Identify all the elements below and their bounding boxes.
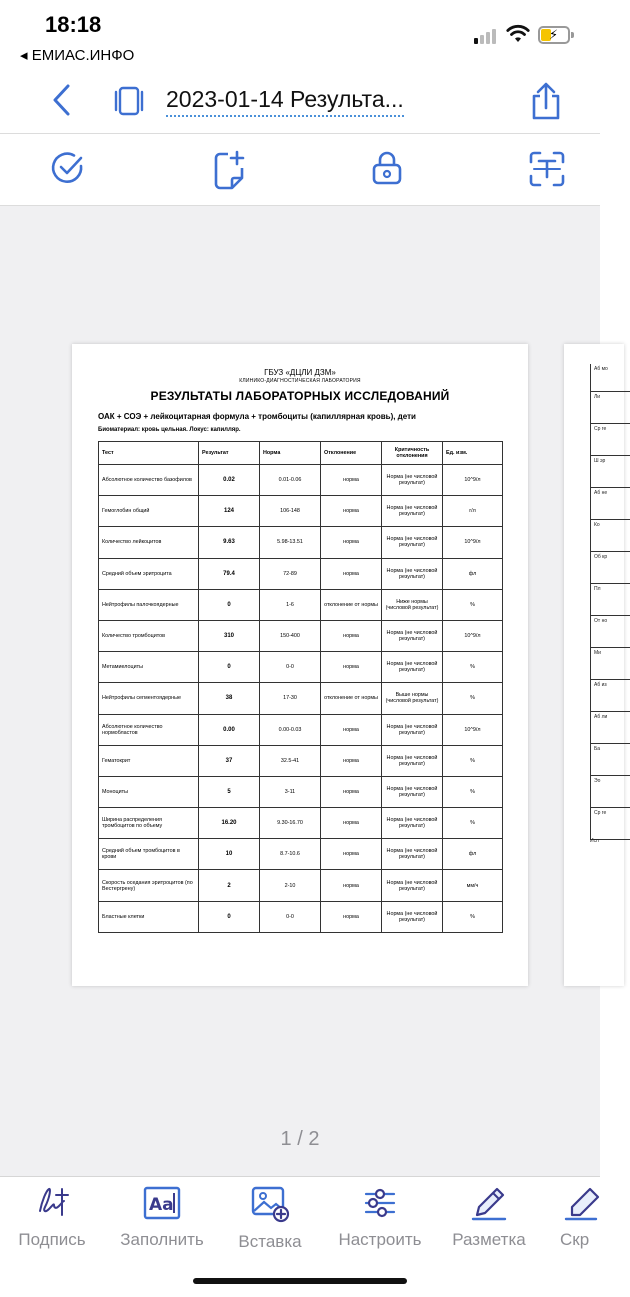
table-row [99, 870, 503, 901]
cell-norm: 72-89 [260, 558, 321, 589]
cell-test: Количество тромбоцитов [99, 620, 199, 651]
cell-result: 0 [199, 589, 260, 620]
cell-unit: 10^9/л [443, 620, 503, 651]
cell-criticality: Норма (не числовой результат) [382, 870, 443, 901]
cell-deviation: норма [321, 527, 382, 558]
cell-deviation: норма [321, 652, 382, 683]
cell-test: Гематокрит [99, 745, 199, 776]
page2-row-fragment: Эо [591, 776, 630, 808]
cell-result: 124 [199, 496, 260, 527]
cell-unit: % [443, 589, 503, 620]
document-pages-icon[interactable] [112, 86, 146, 116]
cell-norm: 0.01-0.06 [260, 465, 321, 496]
table-row [99, 714, 503, 745]
cell-criticality: Норма (не числовой результат) [382, 558, 443, 589]
cell-unit: 10^9/л [443, 465, 503, 496]
hide-button[interactable] [560, 1185, 620, 1250]
scan-text-icon[interactable] [528, 150, 566, 188]
cell-deviation: норма [321, 496, 382, 527]
cell-deviation: норма [321, 620, 382, 651]
cell-unit: 10^9/л [443, 714, 503, 745]
signature-button[interactable] [8, 1185, 96, 1250]
cell-criticality: Норма (не числовой результат) [382, 901, 443, 932]
cell-criticality: Норма (не числовой результат) [382, 776, 443, 807]
table-row [99, 776, 503, 807]
cell-criticality: Норма (не числовой результат) [382, 714, 443, 745]
table-row [99, 839, 503, 870]
table-row [99, 808, 503, 839]
cell-norm: 1-6 [260, 589, 321, 620]
page2-row-fragment: Аб ли [591, 712, 630, 744]
cell-deviation: норма [321, 776, 382, 807]
page2-row-fragment: Ср ге [591, 424, 630, 456]
cell-criticality: Норма (не числовой результат) [382, 496, 443, 527]
home-indicator [193, 1278, 407, 1284]
fill-label: Заполнить [120, 1230, 204, 1249]
markup-button[interactable] [444, 1185, 534, 1250]
cell-norm: 0.00-0.03 [260, 714, 321, 745]
cell-deviation: норма [321, 901, 382, 932]
table-row [99, 558, 503, 589]
signature-icon [32, 1185, 72, 1221]
cell-deviation: норма [321, 808, 382, 839]
cell-test: Нейтрофилы палочкоядерные [99, 589, 199, 620]
cell-test: Нейтрофилы сегментоядерные [99, 683, 199, 714]
cell-test: Метамиелоциты [99, 652, 199, 683]
page2-row-fragment: Аб не [591, 488, 630, 520]
adjust-label: Настроить [338, 1230, 422, 1249]
page2-row-fragment: Ли [591, 392, 630, 424]
share-icon[interactable] [528, 82, 564, 122]
cell-test: Средний объем эритроцита [99, 558, 199, 589]
cell-norm: 3-11 [260, 776, 321, 807]
cell-result: 0 [199, 652, 260, 683]
status-time: 18:18 [45, 12, 102, 37]
cell-deviation: норма [321, 870, 382, 901]
cell-norm: 17-30 [260, 683, 321, 714]
cell-test: Моноциты [99, 776, 199, 807]
cell-test: Средний объем тромбоцитов в крови [99, 839, 199, 870]
cell-unit: % [443, 776, 503, 807]
cell-unit: мм/ч [443, 870, 503, 901]
cell-deviation: норма [321, 714, 382, 745]
table-row [99, 589, 503, 620]
document-title[interactable]: 2023-01-14 Результа... [166, 86, 404, 117]
table-row [99, 620, 503, 651]
markup-label: Разметка [452, 1230, 526, 1249]
page2-row-fragment: Ко [591, 520, 630, 552]
cell-unit: г/л [443, 496, 503, 527]
cell-criticality: Норма (не числовой результат) [382, 745, 443, 776]
back-chevron-icon[interactable] [48, 82, 76, 118]
cell-deviation: норма [321, 465, 382, 496]
cell-deviation: норма [321, 558, 382, 589]
page2-note: Исп [590, 838, 599, 844]
cell-result: 0 [199, 901, 260, 932]
cell-unit: % [443, 901, 503, 932]
page2-row-fragment: Пл [591, 584, 630, 616]
org-name: ГБУЗ «ДЦЛИ ДЗМ» [264, 368, 336, 377]
cell-deviation: отклонение от нормы [321, 683, 382, 714]
cell-norm: 0-0 [260, 652, 321, 683]
cell-criticality: Норма (не числовой результат) [382, 465, 443, 496]
cell-test: Гемоглобин общий [99, 496, 199, 527]
battery-icon: ⚡ [538, 26, 570, 44]
cell-test: Бластные клетки [99, 901, 199, 932]
cell-unit: фл [443, 558, 503, 589]
pdf-page-2-partial[interactable] [564, 344, 624, 986]
page2-row-fragment: Ба [591, 744, 630, 776]
cell-test: Скорость оседания эритроцитов (по Вестергрену) [99, 870, 199, 901]
table-header-row [99, 442, 503, 465]
table-row [99, 683, 503, 714]
status-bar [0, 0, 600, 70]
cell-result: 9.63 [199, 527, 260, 558]
table-row [99, 465, 503, 496]
adjust-sliders-icon [360, 1185, 400, 1221]
cellular-signal-icon [474, 28, 500, 44]
wifi-icon [506, 24, 530, 44]
table-row [99, 652, 503, 683]
page2-row-fragment: От но [591, 616, 630, 648]
col-criticality: Критичность отклонения [382, 442, 443, 465]
cell-unit: % [443, 745, 503, 776]
table-row [99, 496, 503, 527]
svg-text:Aa: Aa [149, 1195, 174, 1215]
fill-button[interactable] [112, 1185, 212, 1250]
table-row [99, 745, 503, 776]
cell-test: Ширина распределения тромбоцитов по объему [99, 808, 199, 839]
test-panel-name: ОАК + СОЭ + лейкоцитарная формула + тромбоциты (капиллярная кровь), дети [98, 412, 416, 421]
cell-norm: 5.98-13.51 [260, 527, 321, 558]
adjust-button[interactable] [330, 1185, 430, 1250]
cell-result: 2 [199, 870, 260, 901]
cell-criticality: Выше нормы (числовой результат) [382, 683, 443, 714]
cell-norm: 150-400 [260, 620, 321, 651]
cell-result: 38 [199, 683, 260, 714]
cell-result: 5 [199, 776, 260, 807]
cell-criticality: Норма (не числовой результат) [382, 652, 443, 683]
document-viewer[interactable] [0, 206, 608, 1176]
cell-result: 79.4 [199, 558, 260, 589]
col-unit: Ед. изм. [443, 442, 503, 465]
insert-image-icon [250, 1185, 290, 1223]
page2-row-fragment: Аб из [591, 680, 630, 712]
pdf-page-1[interactable] [72, 344, 528, 986]
cell-norm: 106-148 [260, 496, 321, 527]
cell-result: 310 [199, 620, 260, 651]
hide-label: Скр [560, 1230, 590, 1249]
markup-pen-icon [469, 1185, 509, 1221]
hide-marker-icon [560, 1185, 600, 1221]
cell-criticality: Норма (не числовой результат) [382, 808, 443, 839]
lock-icon[interactable] [370, 150, 404, 186]
page2-row-fragment: Об кр [591, 552, 630, 584]
cell-result: 0.02 [199, 465, 260, 496]
signature-label: Подпись [18, 1230, 86, 1249]
cell-criticality: Ниже нормы (числовой результат) [382, 589, 443, 620]
cell-unit: % [443, 683, 503, 714]
page2-row-fragment: Аб мо [591, 364, 630, 392]
page2-row-fragment: Ш эр [591, 456, 630, 488]
cell-unit: фл [443, 839, 503, 870]
col-result: Результат [199, 442, 260, 465]
page2-row-fragment: Ср ге [591, 808, 630, 840]
cell-unit: % [443, 808, 503, 839]
col-test: Тест [99, 442, 199, 465]
cell-test: Абсолютное количество нормобластов [99, 714, 199, 745]
table-row [99, 901, 503, 932]
cell-deviation: норма [321, 745, 382, 776]
results-title: РЕЗУЛЬТАТЫ ЛАБОРАТОРНЫХ ИССЛЕДОВАНИЙ [150, 389, 450, 403]
cell-deviation: норма [321, 839, 382, 870]
back-to-app-link[interactable]: ◂ ЕМИАС.ИНФО [20, 47, 135, 64]
cell-criticality: Норма (не числовой результат) [382, 527, 443, 558]
cell-test: Абсолютное количество базофилов [99, 465, 199, 496]
add-page-icon[interactable] [212, 150, 246, 190]
insert-button[interactable] [230, 1185, 310, 1252]
cell-result: 10 [199, 839, 260, 870]
insert-label: Вставка [238, 1232, 302, 1251]
cell-norm: 8.7-10.6 [260, 839, 321, 870]
cell-norm: 2-10 [260, 870, 321, 901]
page2-row-fragment: Ми [591, 648, 630, 680]
biomaterial-info: Биоматериал: кровь цельная. Локус: капилляр. [98, 427, 241, 433]
cell-norm: 32.5-41 [260, 745, 321, 776]
fill-text-icon [142, 1185, 182, 1221]
cell-result: 0.00 [199, 714, 260, 745]
table-row [99, 527, 503, 558]
cell-test: Количество лейкоцитов [99, 527, 199, 558]
cell-unit: % [443, 652, 503, 683]
cell-result: 37 [199, 745, 260, 776]
cell-result: 16.20 [199, 808, 260, 839]
check-circle-icon[interactable] [50, 150, 86, 186]
cell-deviation: отклонение от нормы [321, 589, 382, 620]
cell-unit: 10^9/л [443, 527, 503, 558]
col-deviation: Отклонение [321, 442, 382, 465]
lab-name: КЛИНИКО-ДИАГНОСТИЧЕСКАЯ ЛАБОРАТОРИЯ [239, 378, 361, 384]
cell-norm: 9.30-16.70 [260, 808, 321, 839]
cell-norm: 0-0 [260, 901, 321, 932]
cell-criticality: Норма (не числовой результат) [382, 839, 443, 870]
col-norm: Норма [260, 442, 321, 465]
page-indicator: 1 / 2 [280, 1128, 320, 1150]
nav-divider [0, 133, 600, 134]
nav-bar [0, 72, 600, 132]
results-table [98, 441, 503, 933]
cell-criticality: Норма (не числовой результат) [382, 620, 443, 651]
